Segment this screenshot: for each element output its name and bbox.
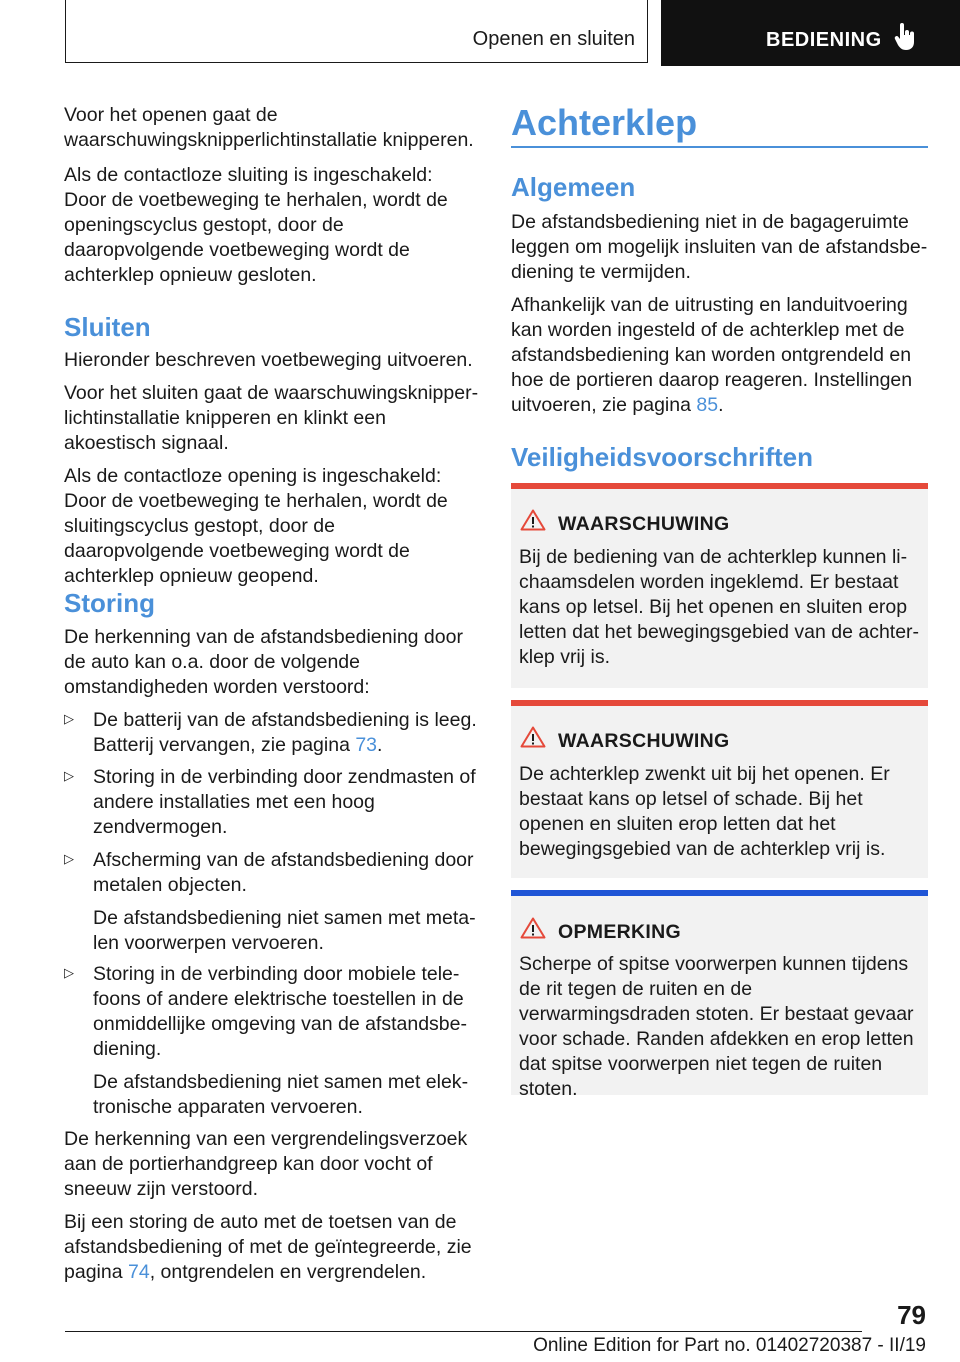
note-box xyxy=(511,890,928,1100)
note-text: Scherpe of spitse voorwerpen kunnen tijdens de rit tegen de ruiten en de verwarmingsdraden stoten. Er bestaat gevaar voor schade. Randen afdekken en erop letten dat spitse voorwerpen niet tegen de ruiten stoten. xyxy=(519,953,914,1100)
heading-veiligheidsvoorschriften: Veiligheidsvoorschriften xyxy=(511,442,813,472)
page-link-73[interactable]: 73 xyxy=(355,734,378,756)
section-title-achterklep: Achterklep xyxy=(511,102,698,143)
warning-triangle-icon xyxy=(520,726,546,753)
section-title: Openen en sluiten xyxy=(472,28,635,50)
bullet-icon: ▷ xyxy=(64,711,74,726)
paragraph: Bij een storing de auto met de toetsen van de afstandsbediening of met de geïntegreerde, zie pagina 74, ontgrendelen en vergrendelen. xyxy=(64,1211,472,1283)
paragraph: Hieronder beschreven voetbeweging uitvoeren. xyxy=(64,349,473,371)
paragraph: Voor het sluiten gaat de waarschuwingsknipperlichtinstallatie knipperen en klinkt een akoestisch signaal. xyxy=(64,382,479,454)
heading-algemeen: Algemeen xyxy=(511,172,636,202)
footer-rule xyxy=(65,1331,862,1332)
heading-sluiten: Sluiten xyxy=(64,312,151,342)
warning-bar xyxy=(511,483,928,489)
warning-box xyxy=(511,700,928,878)
warning-triangle-icon xyxy=(520,917,546,944)
chapter-title: BEDIENING xyxy=(766,29,882,51)
note-bar xyxy=(511,890,928,896)
bullet-icon: ▷ xyxy=(64,965,74,980)
page-number: 79 xyxy=(897,1300,926,1330)
title-rule xyxy=(511,146,928,148)
heading-storing: Storing xyxy=(64,588,155,618)
paragraph: Als de contactloze opening is ingeschakeld: Door de voetbeweging te herhalen, wordt de sluitingscyclus gestopt, door de daaropvolgende voetbeweging wordt de achterklep opnieuw geopend. xyxy=(64,465,448,587)
bullet-icon: ▷ xyxy=(64,768,74,783)
paragraph: Afhankelijk van de uitrusting en landuitvoering kan worden ingesteld of de achterklep met de afstandsbediening kan worden ontgrendeld en hoe de portieren daarop reageren. Instellingen uitvoeren, zie pagina 85. xyxy=(511,294,913,416)
paragraph: De herkenning van de afstandsbediening door de auto kan o.a. door de volgende omstandigheden worden verstoord: xyxy=(64,626,463,698)
paragraph: De afstandsbediening niet in de bagageruimte leggen om mogelijk insluiten van de afstandsbediening te vermijden. xyxy=(511,211,928,283)
note-title: OPMERKING xyxy=(558,921,681,943)
paragraph: Voor het openen gaat de waarschuwingsknipperlichtinstallatie knipperen. xyxy=(64,104,474,151)
bullet-icon: ▷ xyxy=(64,851,74,866)
paragraph: De herkenning van een vergrendelingsverzoek aan de portierhandgreep kan door vocht of sneeuw zijn verstoord. xyxy=(64,1128,468,1200)
page-link-74[interactable]: 74 xyxy=(127,1261,150,1283)
warning-box xyxy=(511,483,928,688)
warning-title: WAARSCHUWING xyxy=(558,730,730,752)
chapter-tab xyxy=(661,0,960,66)
pointing-hand-icon xyxy=(894,23,916,56)
edition-text: Online Edition for Part no. 01402720387 - II/19 xyxy=(533,1335,926,1356)
section-tab xyxy=(65,0,648,63)
warning-triangle-icon xyxy=(520,509,546,536)
page-header xyxy=(0,0,960,66)
page-link-85[interactable]: 85 xyxy=(696,394,719,416)
warning-bar xyxy=(511,700,928,706)
warning-text: De achterklep zwenkt uit bij het openen. Er bestaat kans op letsel of schade. Bij het openen en sluiten erop letten dat het bewegingsgebied van de achterklep vrij is. xyxy=(519,763,890,860)
warning-title: WAARSCHUWING xyxy=(558,513,730,535)
warning-text: Bij de bediening van de achterklep kunnen lichaamsdelen worden ingeklemd. Er bestaat kans op letsel. Bij het openen en sluiten erop letten dat het bewegingsgebied van de achterklep vrij is. xyxy=(519,546,920,668)
paragraph: Als de contactloze sluiting is ingeschakeld: Door de voetbeweging te herhalen, wordt de openingscyclus gestopt, door de daaropvolgende voetbeweging wordt de achterklep opnieuw gesloten. xyxy=(64,164,448,286)
